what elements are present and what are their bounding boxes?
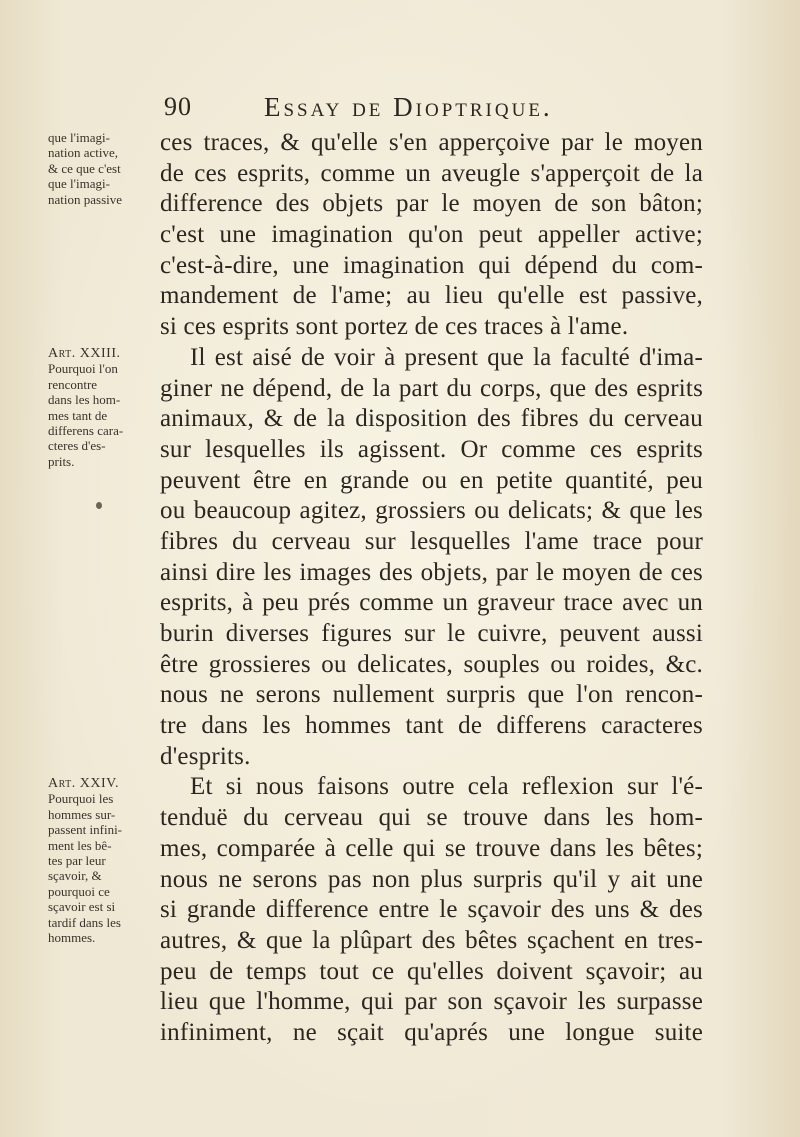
margin-line: tardif dans les	[48, 914, 121, 930]
text-line: c'est-à-dire, une imagination qui dépend du com-	[160, 251, 703, 279]
text-line: autres, & que la plûpart des bêtes sçachent en tres-	[160, 926, 703, 954]
text-line: tre dans les hommes tant de differens caracteres	[160, 712, 703, 740]
body-text	[160, 128, 703, 1049]
margin-line: dans les hom-	[48, 392, 121, 408]
text-line: c'est une imagination qu'on peut appeller active;	[160, 221, 703, 249]
margin-line: mes tant de	[48, 407, 108, 423]
margin-line: sçavoir est si	[48, 899, 116, 915]
text-line: giner ne dépend, de la part du corps, que des esprits	[160, 374, 703, 402]
text-line: animaux, & de la disposition des fibres du cerveau	[160, 405, 703, 433]
margin-note-active-passive	[48, 130, 152, 207]
margin-line: Pourquoi les	[48, 791, 114, 807]
article-number: Art. XXIV.	[48, 776, 119, 791]
margin-line: que l'imagi-	[48, 130, 110, 145]
text-line: ces traces, & qu'elle s'en apperçoive par le moyen	[160, 129, 703, 156]
text-line: fibres du cerveau sur lesquelles l'ame trace pour	[160, 527, 703, 555]
running-title: Essay de Dioptrique.	[264, 92, 553, 122]
text-line: d'esprits.	[160, 742, 251, 770]
text-line: esprits, à peu prés comme un graveur trace avec un	[160, 589, 703, 617]
article-number: Art. XXIII.	[48, 346, 121, 361]
text-line: si ces esprits sont portez de ces traces à l'ame.	[160, 313, 629, 341]
margin-line: nation passive	[48, 191, 123, 207]
text-line: lieu que l'homme, qui par son sçavoir les surpasse	[160, 988, 703, 1016]
text-line: si grande difference entre le sçavoir des uns & des	[160, 896, 703, 924]
text-line: ainsi dire les images des objets, par le moyen de ces	[160, 558, 703, 586]
margin-line: Pourquoi l'on	[48, 361, 118, 377]
margin-note-art-xxiv	[48, 776, 152, 945]
text-line: Et si nous faisons outre cela reflexion sur l'é-	[190, 773, 703, 801]
text-line: mandement de l'ame; au lieu qu'elle est passive,	[160, 282, 703, 310]
text-line: mes, comparée à celle qui se trouve dans les bêtes;	[160, 834, 703, 862]
margin-line: ment les bê-	[48, 837, 112, 853]
text-line: nous ne serons nullement surpris que l'on rencon-	[160, 681, 703, 709]
text-line: sur lesquelles ils agissent. Or comme ces esprits	[160, 435, 703, 463]
text-line: peuvent être en grande ou en petite quantité, peu	[160, 466, 703, 494]
text-line: infiniment, ne sçait qu'aprés une longue suite	[160, 1018, 703, 1046]
margin-line: hommes sur-	[48, 806, 116, 822]
text-line: de ces esprits, comme un aveugle s'apperçoit de la	[160, 159, 703, 187]
margin-line: que l'imagi-	[48, 176, 110, 192]
margin-line: cteres d'es-	[48, 438, 106, 454]
ornament-dot	[96, 502, 102, 509]
page-number: 90	[164, 92, 192, 121]
margin-line: passent infini-	[48, 822, 123, 838]
text-line: tenduë du cerveau qui se trouve dans les hom-	[160, 804, 703, 832]
text-line: burin diverses figures sur le cuivre, peuvent aussi	[160, 620, 703, 647]
margin-note-art-xxiii	[48, 346, 152, 469]
margin-line: tes par leur	[48, 853, 106, 869]
text-line: peu de temps tout ce qu'elles doivent sçavoir; au	[160, 957, 703, 985]
text-line: nous ne serons pas non plus surpris qu'il y ait une	[160, 865, 703, 893]
margin-line: nation active,	[48, 145, 119, 161]
margin-line: & ce que c'est	[48, 160, 121, 176]
text-line: ou beaucoup agitez, grossiers ou delicats; & que les	[160, 497, 703, 525]
text-line: Il est aisé de voir à present que la faculté d'ima-	[190, 343, 703, 371]
margin-line: differens cara-	[48, 423, 124, 439]
page-header	[160, 92, 720, 124]
margin-line: hommes.	[48, 930, 96, 946]
margin-line: prits.	[48, 453, 75, 469]
margin-line: sçavoir, &	[48, 868, 102, 884]
margin-line: pourquoi ce	[48, 883, 110, 899]
text-line: difference des objets par le moyen de son bâton;	[160, 190, 703, 218]
margin-line: rencontre	[48, 376, 98, 392]
text-line: être grossieres ou delicates, souples ou roides, &c.	[160, 650, 703, 678]
